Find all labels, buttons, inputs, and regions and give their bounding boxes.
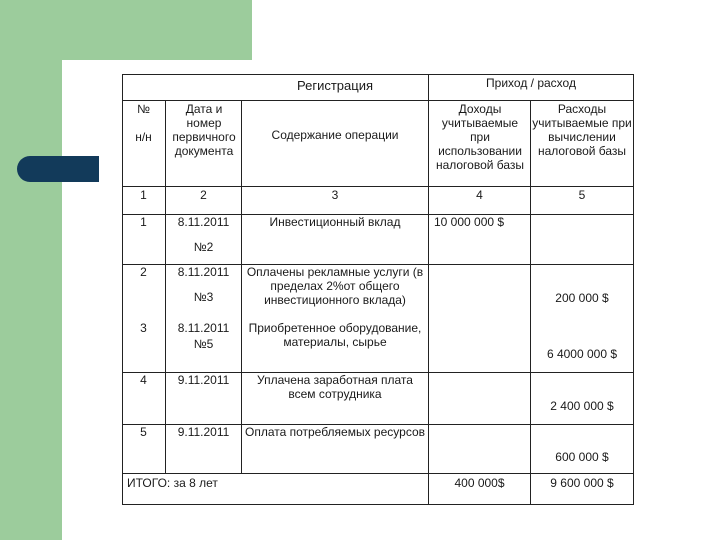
col-header-expense: Расходы учитываемые при вычислении налоговой базы [532,102,632,158]
col-header-number-symbol: № [137,102,150,116]
col-index-2: 2 [200,188,207,202]
col-index-3: 3 [331,188,339,202]
row2-expense: 200 000 $ [555,291,609,305]
row5-content: Оплата потребляемых ресурсов [244,425,426,439]
row5-date: 9.11.2011 [177,425,230,439]
col-index-5: 5 [578,188,586,202]
row3-content: Приобретенное оборудование, материалы, сырье [248,321,422,349]
row3-date: 8.11.2011 [177,321,230,335]
row4-date: 9.11.2011 [177,373,230,387]
col-header-number-abbr: н/н [135,130,152,144]
total-label: ИТОГО: за 8 лет [127,476,218,490]
row1-content: Инвестиционный вклад [269,215,401,229]
col-index-4: 4 [476,188,483,202]
row1-number: 1 [140,215,147,229]
row1-date: 8.11.2011 [177,215,230,229]
row3-number: 3 [140,321,147,335]
col-header-number [122,102,165,144]
row4-content: Уплачена заработная плата всем сотрудника [257,373,413,401]
slide-navy-accent-bar [17,156,99,182]
tax-ledger-table [122,74,634,505]
row2-document: №3 [193,290,214,304]
col-header-content: Содержание операции [271,128,399,142]
row3-expense: 6 4000 000 $ [546,347,618,361]
col-header-date: Дата и номер первичного документа [172,102,236,158]
row2-date: 8.11.2011 [177,265,230,279]
slide-green-accent-left [0,0,62,540]
row2-number: 2 [140,265,147,279]
total-expense: 9 600 000 $ [550,476,614,490]
row2-content: Оплачены рекламные услуги (в пределах 2%от общего инвестиционного вклада) [246,265,424,307]
row1-document: №2 [193,240,214,254]
header-registration: Регистрация [297,78,373,93]
row5-expense: 600 000 $ [555,450,609,464]
row1-income: 10 000 000 $ [434,215,505,229]
row3-document: №5 [193,337,214,351]
row5-number: 5 [140,425,147,439]
total-income: 400 000$ [454,476,505,490]
row4-expense: 2 400 000 $ [550,399,614,413]
header-income-expense: Приход / расход [486,76,576,90]
col-header-income: Доходы учитываемые при использовании налоговой базы [435,102,525,172]
row4-number: 4 [140,373,147,387]
col-index-1: 1 [140,188,147,202]
